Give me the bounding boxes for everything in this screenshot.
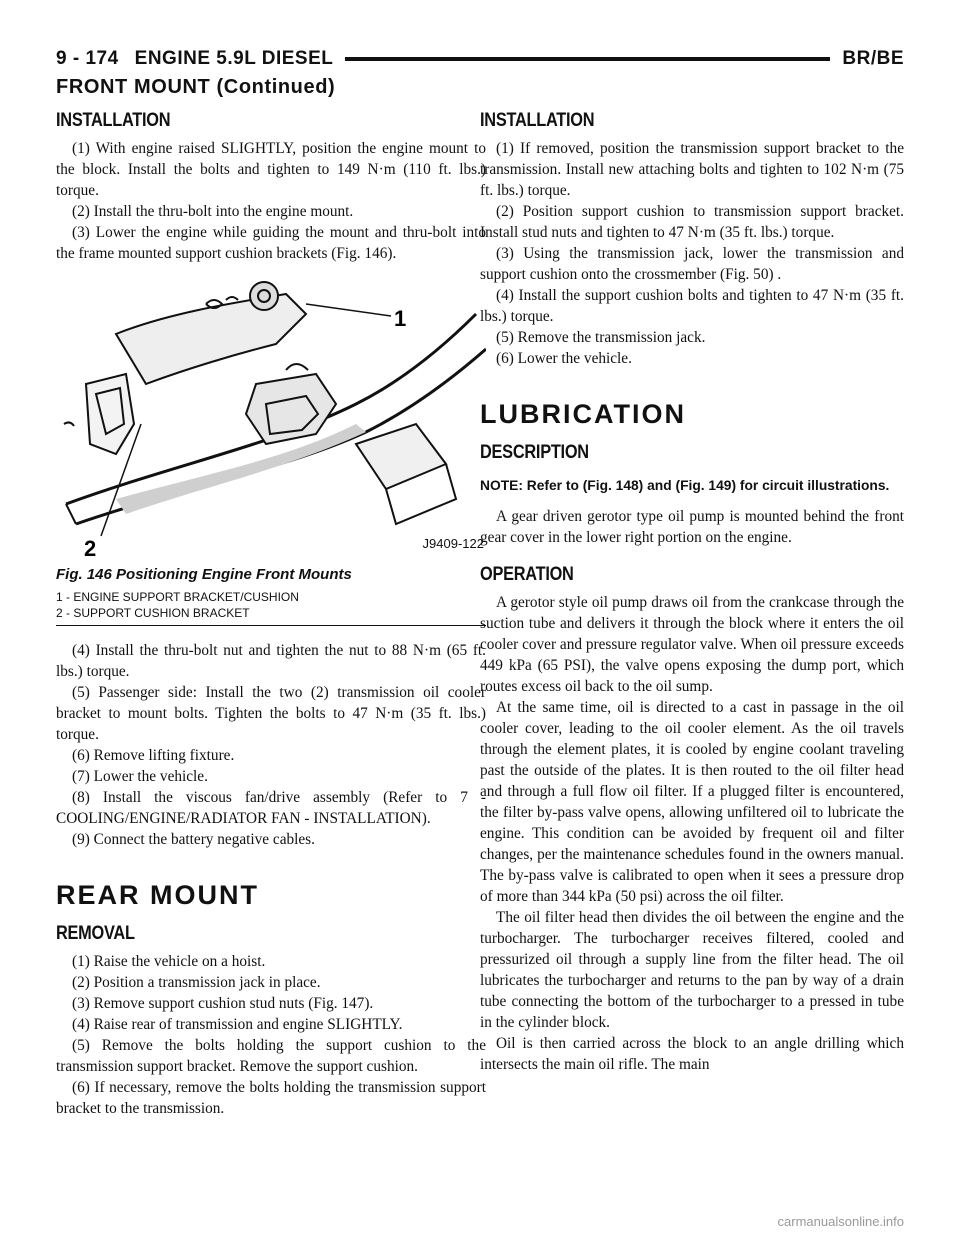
rear-mount-heading: REAR MOUNT xyxy=(56,880,259,910)
step: (1) With engine raised SLIGHTLY, position the engine mount to the block. Install the bolts and tighten to 149 N·m (110 ft. lbs.) torque. xyxy=(56,140,486,199)
step: (7) Lower the vehicle. xyxy=(72,768,208,785)
chapter-title: ENGINE 5.9L DIESEL xyxy=(134,48,334,69)
step: (8) Install the viscous fan/drive assembly (Refer to 7 - COOLING/ENGINE/RADIATOR FAN - INSTALLATION). xyxy=(56,789,486,827)
step: (2) Position a transmission jack in place. xyxy=(72,974,321,991)
paragraph: Oil is then carried across the block to an angle drilling which intersects the main oil rifle. The main xyxy=(480,1035,904,1073)
step: (3) Lower the engine while guiding the mount and thru-bolt into the frame mounted support cushion brackets (Fig. 146). xyxy=(56,224,486,262)
step: (4) Install the support cushion bolts and tighten to 47 N·m (35 ft. lbs.) torque. xyxy=(480,287,904,325)
engine-mount-illustration xyxy=(56,274,486,562)
figure-146 xyxy=(56,274,486,562)
installation-heading: INSTALLATION xyxy=(480,110,595,131)
step: (6) Remove lifting fixture. xyxy=(72,747,235,764)
figure-rule xyxy=(56,625,486,626)
callout-2: 2 xyxy=(84,536,97,561)
figure-legend-item: 2 - SUPPORT CUSHION BRACKET xyxy=(56,606,250,620)
figure-legend-item: 1 - ENGINE SUPPORT BRACKET/CUSHION xyxy=(56,590,299,604)
description-heading: DESCRIPTION xyxy=(480,442,589,463)
section-continued: FRONT MOUNT (Continued) xyxy=(56,76,336,98)
paragraph: A gerotor style oil pump draws oil from the crankcase through the suction tube and delivers it through the block where it enters the oil cooler cover and pressure regulator valve. When oil pressure exceeds 449 kPa (65 PSI), the valve opens exposing the dump port, which routes excess oil back to the oil sump. xyxy=(480,594,904,695)
step: (2) Position support cushion to transmission support bracket. Install stud nuts and tighten to 47 N·m (35 ft. lbs.) torque. xyxy=(480,203,904,241)
page-number: 9 - 174 xyxy=(56,48,119,69)
paragraph: At the same time, oil is directed to a cast in passage in the oil cooler cover, leading to the oil cooler element. As the oil travels through the element plates, it is cooled by engine coolant traveling past the outside of the plates. It is then routed to the oil filter head and through a full flow oil filter. If a plugged filter is encountered, the filter by-pass valve opens, allowing unfiltered oil to lubricate the engine. This condition can be avoided by frequent oil and filter changes, per the maintenance schedules found in the owners manual. The by-pass valve is calibrated to open when it sees a pressure drop of more than 344 kPa (50 psi) across the oil filter. xyxy=(480,699,904,905)
step: (3) Using the transmission jack, lower the transmission and support cushion onto the crossmember (Fig. 50) . xyxy=(480,245,904,283)
figure-caption: Fig. 146 Positioning Engine Front Mounts xyxy=(56,566,352,583)
model-code: BR/BE xyxy=(842,48,904,69)
step: (3) Remove support cushion stud nuts (Fig. 147). xyxy=(72,995,374,1012)
paragraph: The oil filter head then divides the oil between the engine and the turbocharger. The turbocharger receives filtered, cooled and pressurized oil through a supply line from the filter head. The oil lubricates the turbocharger and returns to the pan by way of a drain tube connecting the bottom of the turbocharger to a pressed in tube in the cylinder block. xyxy=(480,909,904,1031)
lubrication-heading: LUBRICATION xyxy=(480,399,686,429)
right-column xyxy=(480,110,904,1075)
removal-heading: REMOVAL xyxy=(56,923,135,944)
step: (5) Remove the bolts holding the support cushion to the transmission support bracket. Remove the support cushion. xyxy=(56,1037,486,1075)
installation-heading: INSTALLATION xyxy=(56,110,171,131)
step: (1) If removed, position the transmission support bracket to the transmission. Install new attaching bolts and tighten to 102 N·m (75 ft. lbs.) torque. xyxy=(480,140,904,199)
step: (6) If necessary, remove the bolts holding the transmission support bracket to the transmission. xyxy=(56,1079,486,1117)
note: NOTE: Refer to (Fig. 148) and (Fig. 149) for circuit illustrations. xyxy=(480,478,890,493)
step: (4) Install the thru-bolt nut and tighten the nut to 88 N·m (65 ft. lbs.) torque. xyxy=(56,642,486,680)
step: (2) Install the thru-bolt into the engine mount. xyxy=(72,203,354,220)
figure-code: J9409-122 xyxy=(422,536,484,551)
step: (1) Raise the vehicle on a hoist. xyxy=(72,953,266,970)
step: (5) Passenger side: Install the two (2) transmission oil cooler bracket to mount bolts. Tighten the bolts to 47 N·m (35 ft. lbs.) torque. xyxy=(56,684,486,743)
callout-1: 1 xyxy=(394,306,407,331)
step: (9) Connect the battery negative cables. xyxy=(72,831,315,848)
operation-heading: OPERATION xyxy=(480,564,574,585)
description-text: A gear driven gerotor type oil pump is mounted behind the front gear cover in the lower right portion on the engine. xyxy=(480,508,904,546)
step: (5) Remove the transmission jack. xyxy=(496,329,706,346)
left-column xyxy=(56,110,486,1119)
step: (6) Lower the vehicle. xyxy=(496,350,632,367)
header-rule xyxy=(345,57,830,61)
footer-watermark[interactable]: carmanualsonline.info xyxy=(777,1214,904,1229)
step: (4) Raise rear of transmission and engine SLIGHTLY. xyxy=(72,1016,403,1033)
running-header xyxy=(56,46,904,72)
